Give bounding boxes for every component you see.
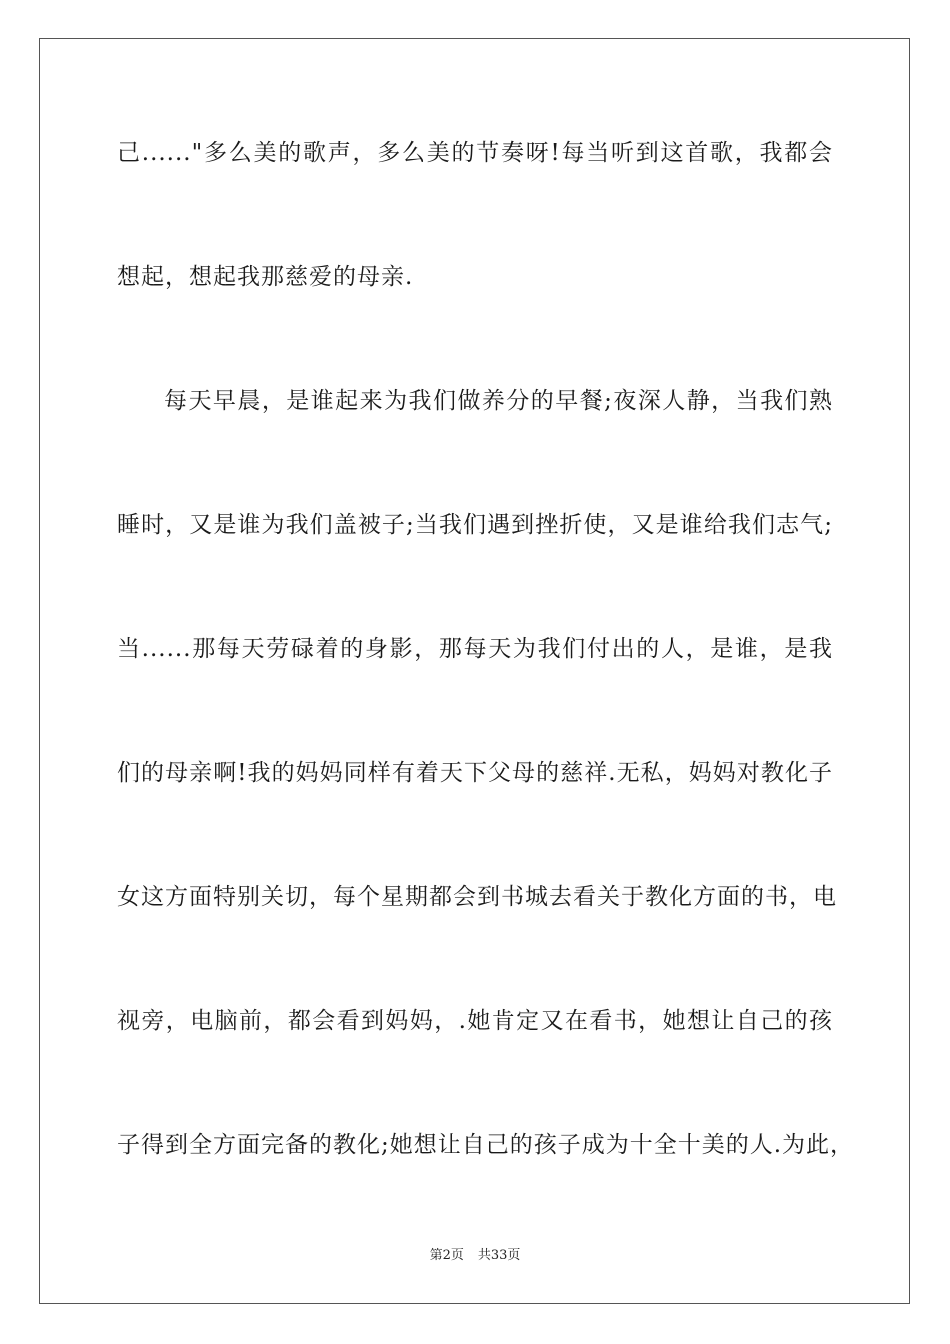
paragraph-line-8: 视旁，电脑前，都会看到妈妈，.她肯定又在看书，她想让自己的孩 — [117, 1008, 833, 1034]
paragraph-line-3: 每天早晨，是谁起来为我们做养分的早餐;夜深人静，当我们熟 — [164, 388, 833, 414]
page-border — [39, 38, 910, 1304]
paragraph-line-1: 己......"多么美的歌声，多么美的节奏呀!每当听到这首歌，我都会 — [117, 140, 833, 166]
total-pages: 共33页 — [477, 1248, 521, 1263]
paragraph-line-4: 睡时，又是谁为我们盖被子;当我们遇到挫折使，又是谁给我们志气; — [117, 512, 833, 538]
page-footer — [0, 1248, 950, 1264]
paragraph-line-7: 女这方面特别关切，每个星期都会到书城去看关于教化方面的书，电 — [117, 884, 837, 910]
paragraph-line-5: 当......那每天劳碌着的身影，那每天为我们付出的人，是谁，是我 — [117, 636, 833, 662]
paragraph-line-2: 想起，想起我那慈爱的母亲. — [117, 264, 414, 290]
paragraph-line-6: 们的母亲啊!我的妈妈同样有着天下父母的慈祥.无私，妈妈对教化子 — [117, 760, 833, 786]
page-number: 第2页 — [429, 1248, 464, 1263]
paragraph-line-9: 子得到全方面完备的教化;她想让自己的孩子成为十全十美的人.为此， — [117, 1132, 855, 1158]
